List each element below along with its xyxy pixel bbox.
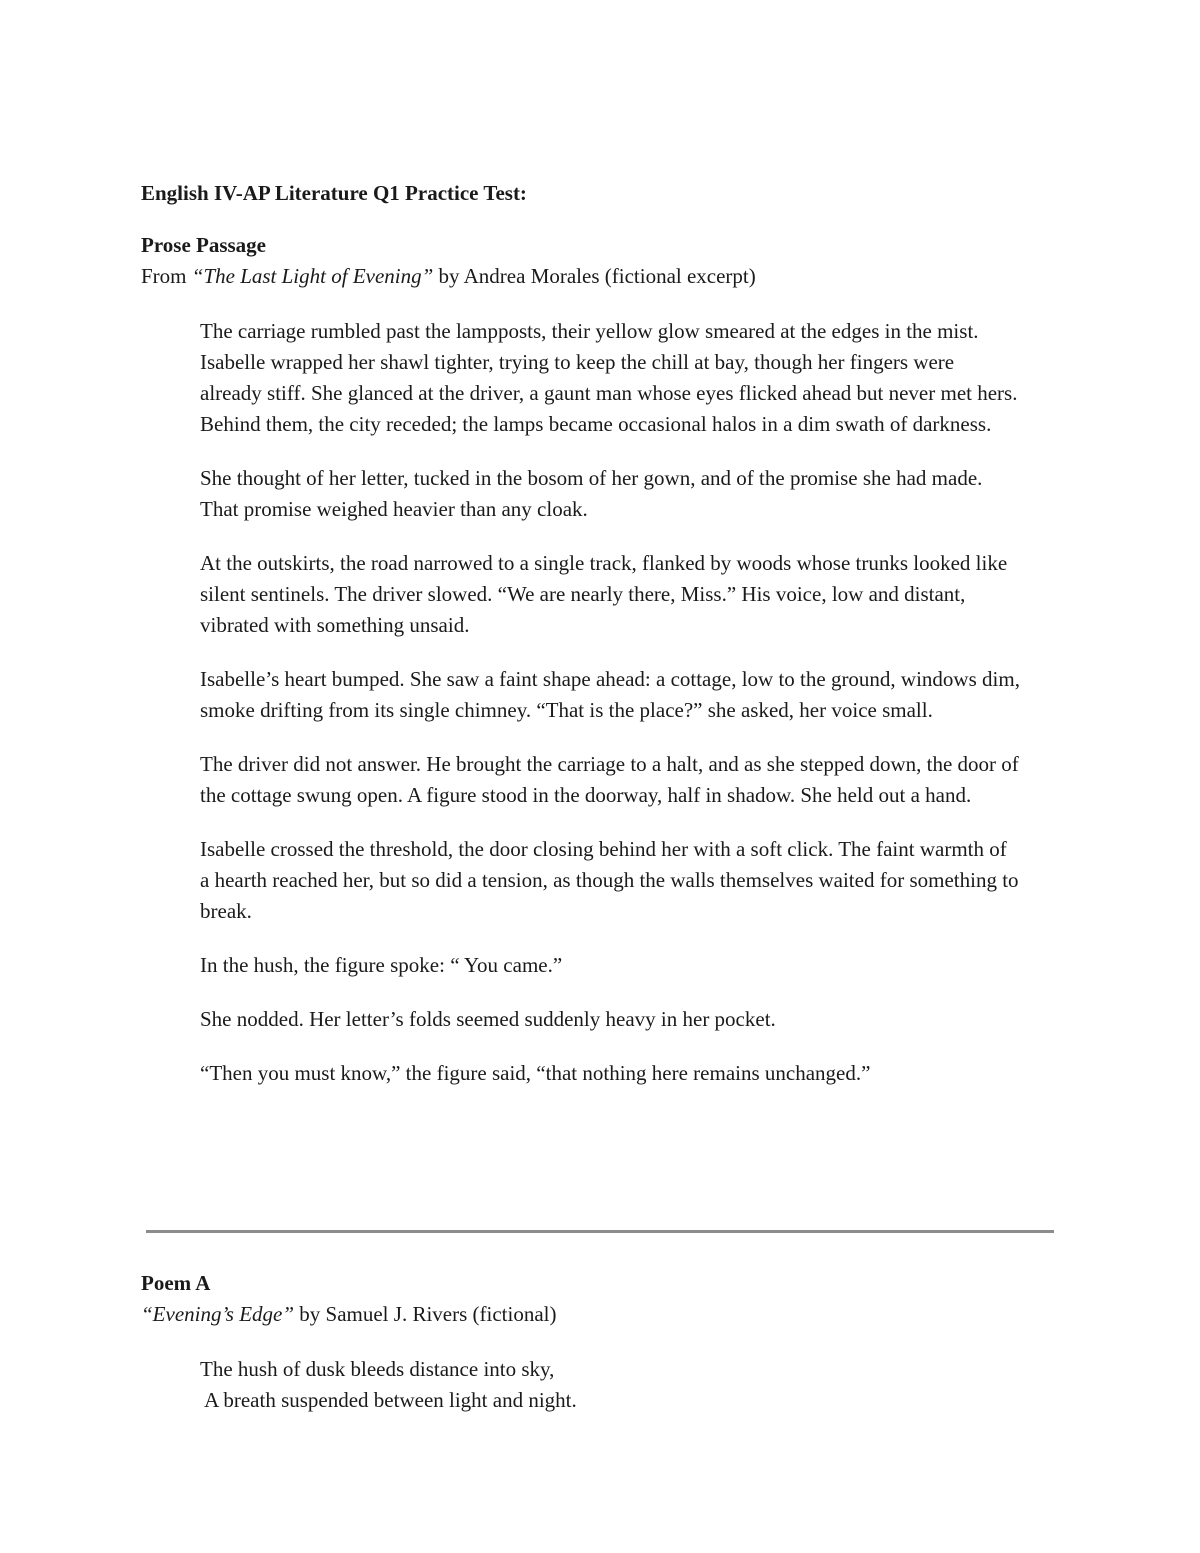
prose-paragraph: The carriage rumbled past the lampposts, their yellow glow smeared at the edges in the mist. Isabelle wrapped her shawl tighter, trying to keep the chill at bay, though her fingers were already stiff. She glanced at the driver, a gaunt man whose eyes flicked ahead but never met hers. Behind them, the city receded; the lamps became occasional halos in a dim swath of darkness. <box>200 319 1018 436</box>
poem-line: The hush of dusk bleeds distance into sky, <box>200 1357 555 1381</box>
prose-paragraph: At the outskirts, the road narrowed to a single track, flanked by woods whose trunks looked like silent sentinels. The driver slowed. “We are nearly there, Miss.” His voice, low and distant, vibrated with something unsaid. <box>200 551 1008 637</box>
prose-byline <box>141 264 756 289</box>
poem-section-heading: Poem A <box>141 1271 211 1295</box>
prose-paragraph: The driver did not answer. He brought the carriage to a halt, and as she stepped down, the door of the cottage swung open. A figure stood in the doorway, half in shadow. She held out a hand. <box>200 752 1019 807</box>
prose-paragraph: Isabelle’s heart bumped. She saw a faint shape ahead: a cottage, low to the ground, windows dim, smoke drifting from its single chimney. “That is the place?” she asked, her voice small. <box>200 667 1020 722</box>
prose-paragraph: She nodded. Her letter’s folds seemed suddenly heavy in her pocket. <box>200 1007 776 1031</box>
prose-passage <box>200 316 1020 1112</box>
prose-work-title: “The Last Light of Evening” <box>191 264 434 288</box>
prose-paragraph: “Then you must know,” the figure said, “that nothing here remains unchanged.” <box>200 1061 871 1085</box>
prose-byline-author: by Andrea Morales (fictional excerpt) <box>433 264 756 288</box>
poem-byline <box>141 1302 556 1327</box>
prose-byline-prefix: From <box>141 264 192 288</box>
prose-paragraph: Isabelle crossed the threshold, the door closing behind her with a soft click. The faint warmth of a hearth reached her, but so did a tension, as though the walls themselves waited for something to break. <box>200 837 1019 923</box>
section-divider <box>146 1230 1054 1233</box>
document-title: English IV-AP Literature Q1 Practice Test: <box>141 181 527 205</box>
poem-text <box>200 1354 577 1416</box>
poem-work-title: “Evening’s Edge” <box>141 1302 295 1326</box>
prose-paragraph: She thought of her letter, tucked in the bosom of her gown, and of the promise she had made. That promise weighed heavier than any cloak. <box>200 466 983 521</box>
poem-line: A breath suspended between light and night. <box>200 1388 577 1412</box>
prose-paragraph: In the hush, the figure spoke: “ You came.” <box>200 953 563 977</box>
prose-section-heading: Prose Passage <box>141 233 267 257</box>
poem-byline-author: by Samuel J. Rivers (fictional) <box>294 1302 557 1326</box>
